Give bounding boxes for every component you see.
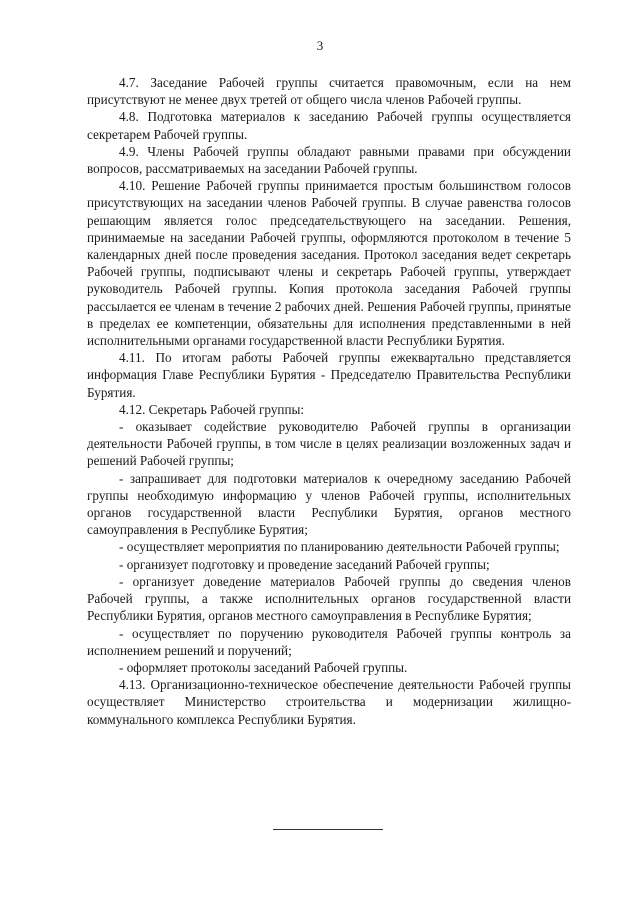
- paragraph-4-11: 4.11. По итогам работы Рабочей группы ежеквартально представляется информация Главе Республики Бурятия - Председателю Правительства Республики Бурятия.: [87, 350, 571, 400]
- document-body: [87, 74, 571, 728]
- end-divider: [273, 829, 383, 830]
- paragraph-4-7: 4.7. Заседание Рабочей группы считается правомочным, если на нем присутствуют не менее двух третей от общего числа членов Рабочей группы.: [87, 75, 571, 108]
- list-item: - запрашивает для подготовки материалов к очередному заседанию Рабочей группы необходимую информацию у членов Рабочей группы, исполнительных органов государственной власти Республики Бурятия, органов местного самоуправления в Республике Бурятия;: [87, 470, 571, 538]
- list-item: - оформляет протоколы заседаний Рабочей группы.: [119, 659, 408, 675]
- list-item: - организует подготовку и проведение заседаний Рабочей группы;: [119, 556, 490, 572]
- page-number: 3: [316, 38, 324, 53]
- paragraph-4-13: 4.13. Организационно-техническое обеспечение деятельности Рабочей группы осуществляет Министерство строительства и модернизации жилищно-коммунального комплекса Республики Бурятия.: [87, 677, 571, 727]
- paragraph-4-9: 4.9. Члены Рабочей группы обладают равными правами при обсуждении вопросов, рассматриваемых на заседании Рабочей группы.: [87, 143, 571, 177]
- paragraph-4-8: 4.8. Подготовка материалов к заседанию Рабочей группы осуществляется секретарем Рабочей группы.: [87, 109, 571, 142]
- list-item: - организует доведение материалов Рабочей группы до сведения членов Рабочей группы, а также исполнительных органов государственной власти Республики Бурятия, органов местного самоуправления в Республике Бурятия;: [87, 573, 571, 624]
- list-item: - осуществляет по поручению руководителя Рабочей группы контроль за исполнением решений и поручений;: [87, 625, 571, 658]
- paragraph-4-10: 4.10. Решение Рабочей группы принимается простым большинством голосов присутствующих на заседании членов Рабочей группы. В случае равенства голосов решающим является голос председательствующего на заседании. Решения, принимаемые на заседании Рабочей группы, оформляются протоколом в течение 5 календарных дней после проведения заседания. Протокол заседания ведет секретарь Рабочей группы, подписывают члены и секретарь Рабочей группы, утверждает руководитель Рабочей группы. Копия протокола заседания Рабочей группы рассылается ее членам в течение 2 рабочих дней. Решения Рабочей группы, принятые в пределах ее компетенции, обязательны для исполнения представленными в ней исполнительными органами государственной власти Республики Бурятия.: [87, 178, 571, 349]
- list-item: - осуществляет мероприятия по планированию деятельности Рабочей группы;: [119, 539, 560, 555]
- list-item: - оказывает содействие руководителю Рабочей группы в организации деятельности Рабочей группы, в том числе в целях реализации возложенных задач и решений Рабочей группы;: [87, 419, 571, 469]
- paragraph-4-12: 4.12. Секретарь Рабочей группы:: [119, 401, 305, 417]
